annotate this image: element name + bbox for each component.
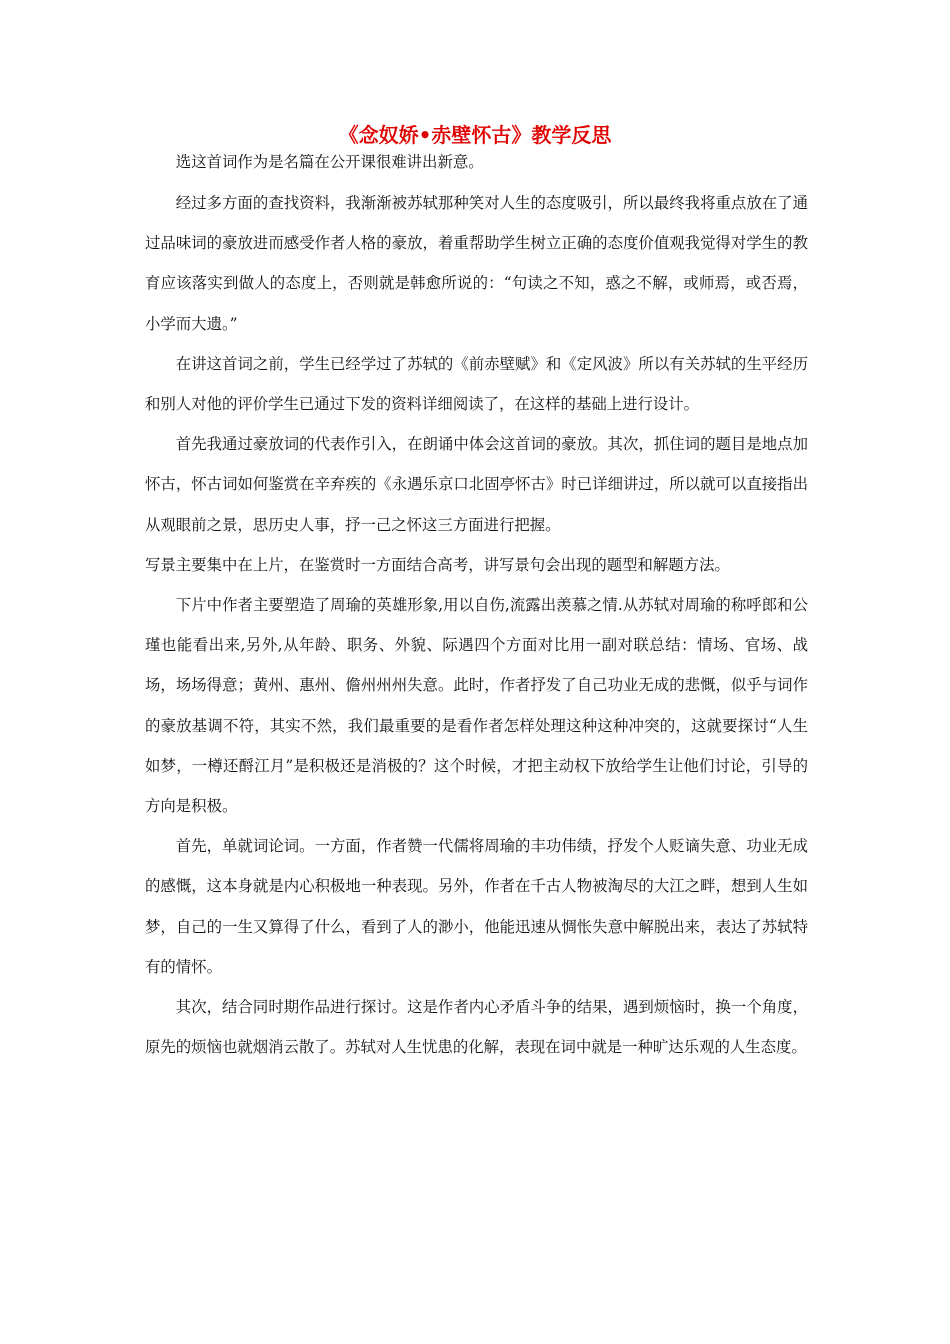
paragraph-zhouyu: 下片中作者主要塑造了周瑜的英雄形象,用以自伤,流露出羡慕之情.从苏轼对周瑜的称呼郎和公瑾也能看出来,另外,从年龄、职务、外貌、际遇四个方面对比用一副对联总结：情场、官场、战场，场场得意；黄州、惠州、儋州州州失意。此时，作者抒发了自己功业无成的悲慨，似乎与词作的豪放基调不符，其实不然，我们最重要的是看作者怎样处理这种这种冲突的，这就要探讨“人生如梦，一樽还酹江月”是积极还是消极的？这个时候，才把主动权下放给学生让他们讨论，引导的方向是积极。 [145, 596, 808, 816]
paragraph-scenery: 写景主要集中在上片，在鉴赏时一方面结合高考，讲写景句会出现的题型和解题方法。 [145, 555, 730, 574]
paragraph-research: 经过多方面的查找资料，我渐渐被苏轼那种笑对人生的态度吸引，所以最终我将重点放在了通过品味词的豪放进而感受作者人格的豪放，着重帮助学生树立正确的态度价值观我觉得对学生的教育应该落实到做人的态度上，否则就是韩愈所说的：“句读之不知，惑之不解，或师焉，或否焉，小学而大遗。” [145, 194, 808, 333]
document-body [145, 151, 808, 1067]
document-title: 《念奴娇•赤壁怀古》教学反思 [338, 123, 612, 147]
paragraph-first-point: 首先，单就词论词。一方面，作者赞一代儒将周瑜的丰功伟绩，抒发个人贬谪失意、功业无成的感慨，这本身就是内心积极地一种表现。另外，作者在千古人物被淘尽的大江之畔，想到人生如梦，自己的一生又算得了什么，看到了人的渺小，他能迅速从惆怅失意中解脱出来，表达了苏轼特有的情怀。 [145, 837, 808, 976]
paragraph-second-point: 其次，结合同时期作品进行探讨。这是作者内心矛盾斗争的结果，遇到烦恼时，换一个角度，原先的烦恼也就烟消云散了。苏轼对人生忧患的化解，表现在词中就是一种旷达乐观的人生态度。 [145, 998, 808, 1057]
paragraph-approach: 首先我通过豪放词的代表作引入，在朗诵中体会这首词的豪放。其次，抓住词的题目是地点加怀古，怀古词如何鉴赏在辛弃疾的《永遇乐京口北固亭怀古》时已详细讲过，所以就可以直接指出从观眼前之景，思历史人事，抒一己之怀这三方面进行把握。 [145, 435, 808, 534]
paragraph-intro: 选这首词作为是名篇在公开课很难讲出新意。 [175, 153, 484, 171]
paragraph-background: 在讲这首词之前，学生已经学过了苏轼的《前赤壁赋》和《定风波》所以有关苏轼的生平经历和别人对他的评价学生已通过下发的资料详细阅读了，在这样的基础上进行设计。 [145, 354, 808, 414]
